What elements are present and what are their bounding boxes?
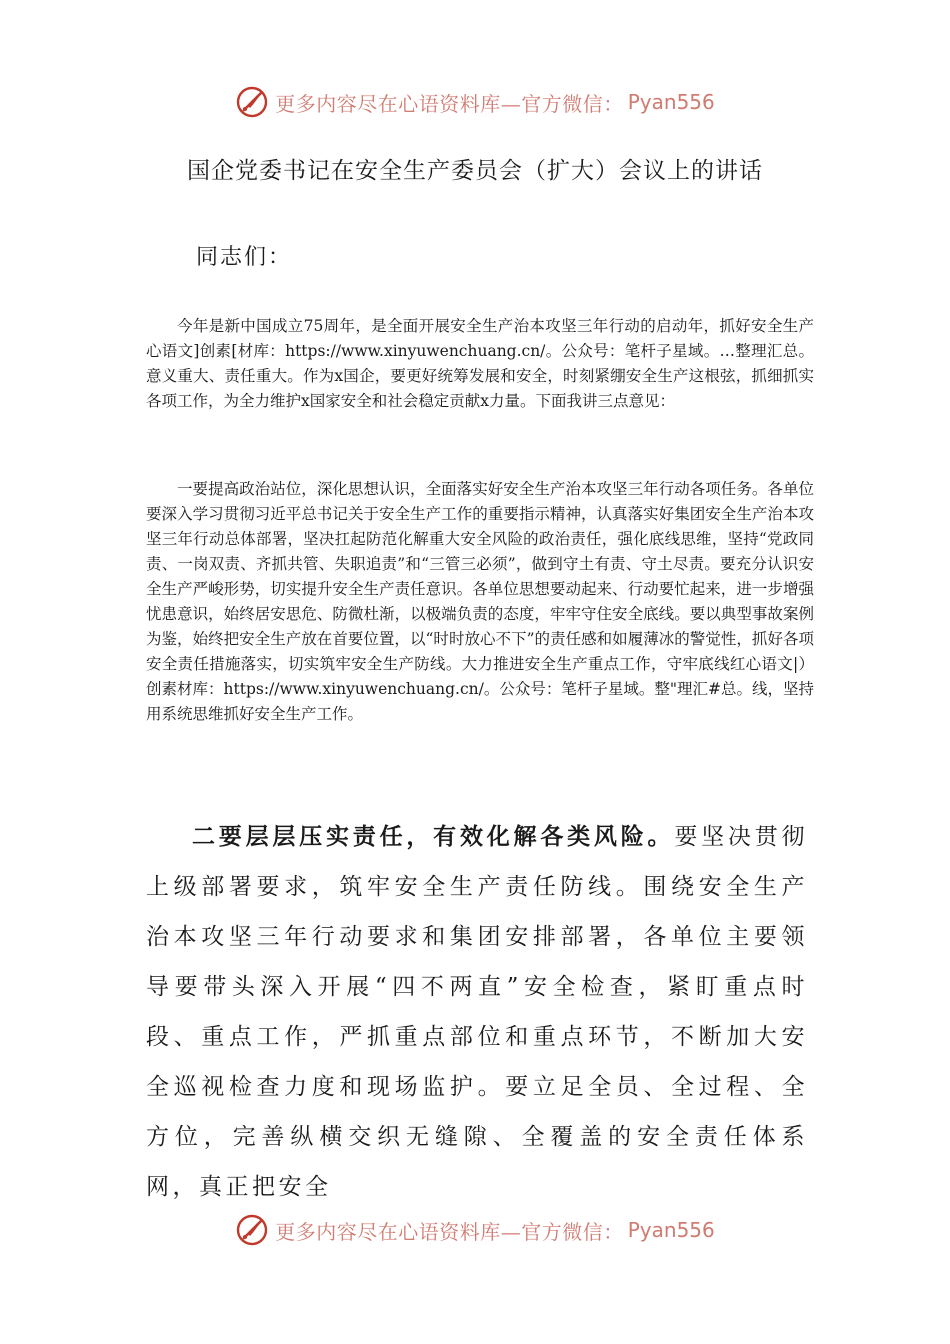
footer-banner-text: 更多内容尽在心语资料库—官方微信： xyxy=(275,1219,624,1244)
document-title: 国企党委书记在安全生产委员会（扩大）会议上的讲话 xyxy=(187,158,763,184)
paragraph-intro: 今年是新中国成立75周年，是全面开展安全生产治本攻坚三年行动的启动年，抓好安全生产心语文]创素[材库：https://www.xinyuwenchuang.cn/。公众号：笔杆子星域。…整理汇总。意义重大、责任重大。作为x国企，要更好统筹发展和安全，时刻紧绷安全生产这根弦，抓细抓实各项工作，为全力维护x国家安全和社会稳定贡献x力量。下面我讲三点意见： xyxy=(146,317,814,410)
footer-banner xyxy=(0,1210,950,1250)
paragraph-point-two-heading: 二要层层压实责任，有效化解各类风险。 xyxy=(192,823,675,850)
banner-text: 更多内容尽在心语资料库—官方微信： xyxy=(275,91,624,116)
paragraph-point-two xyxy=(146,812,808,1212)
paragraph-point-two-body: 要坚决贯彻上级部署要求，筑牢安全生产责任防线。围绕安全生产治本攻坚三年行动要求和集团安排部署，各单位主要领导要带头深入开展“四不两直”安全检查，紧盯重点时段、重点工作，严抓重点部位和重点环节，不断加大安全巡视检查力度和现场监护。要立足全员、全过程、全方位，完善纵横交织无缝隙、全覆盖的安全责任体系网，真正把安全 xyxy=(146,824,809,1200)
footer-banner-wechat-id: Pyan556 xyxy=(627,1218,715,1242)
quill-logo-icon xyxy=(235,1213,269,1247)
salutation: 同志们： xyxy=(196,245,293,270)
header-banner xyxy=(0,82,950,122)
quill-logo-icon xyxy=(235,85,269,119)
banner-wechat-id: Pyan556 xyxy=(627,90,715,114)
paragraph-point-one: 一要提高政治站位，深化思想认识，全面落实好安全生产治本攻坚三年行动各项任务。各单位要深入学习贯彻习近平总书记关于安全生产工作的重要指示精神，认真落实好集团安全生产治本攻坚三年行动总体部署，坚决扛起防范化解重大安全风险的政治责任，强化底线思维，坚持“党政同责、一岗双责、齐抓共管、失职追责”和“三管三必须”，做到守土有责、守土尽责。要充分认识安全生产严峻形势，切实提升安全生产责任意识。各单位思想要动起来、行动要忙起来，进一步增强忧患意识，始终居安思危、防微杜渐，以极端负责的态度，牢牢守住安全底线。要以典型事故案例为鉴，始终把安全生产放在首要位置，以“时时放心不下”的责任感和如履薄冰的警觉性，抓好各项安全责任措施落实，切实筑牢安全生产防线。大力推进安全生产重点工作，守牢底线红心语文|）创素材库：https://www.xinyuwenchuang.cn/。公众号：笔杆子星域。整"理汇#总。线，坚持用系统思维抓好安全生产工作。 xyxy=(146,480,814,723)
